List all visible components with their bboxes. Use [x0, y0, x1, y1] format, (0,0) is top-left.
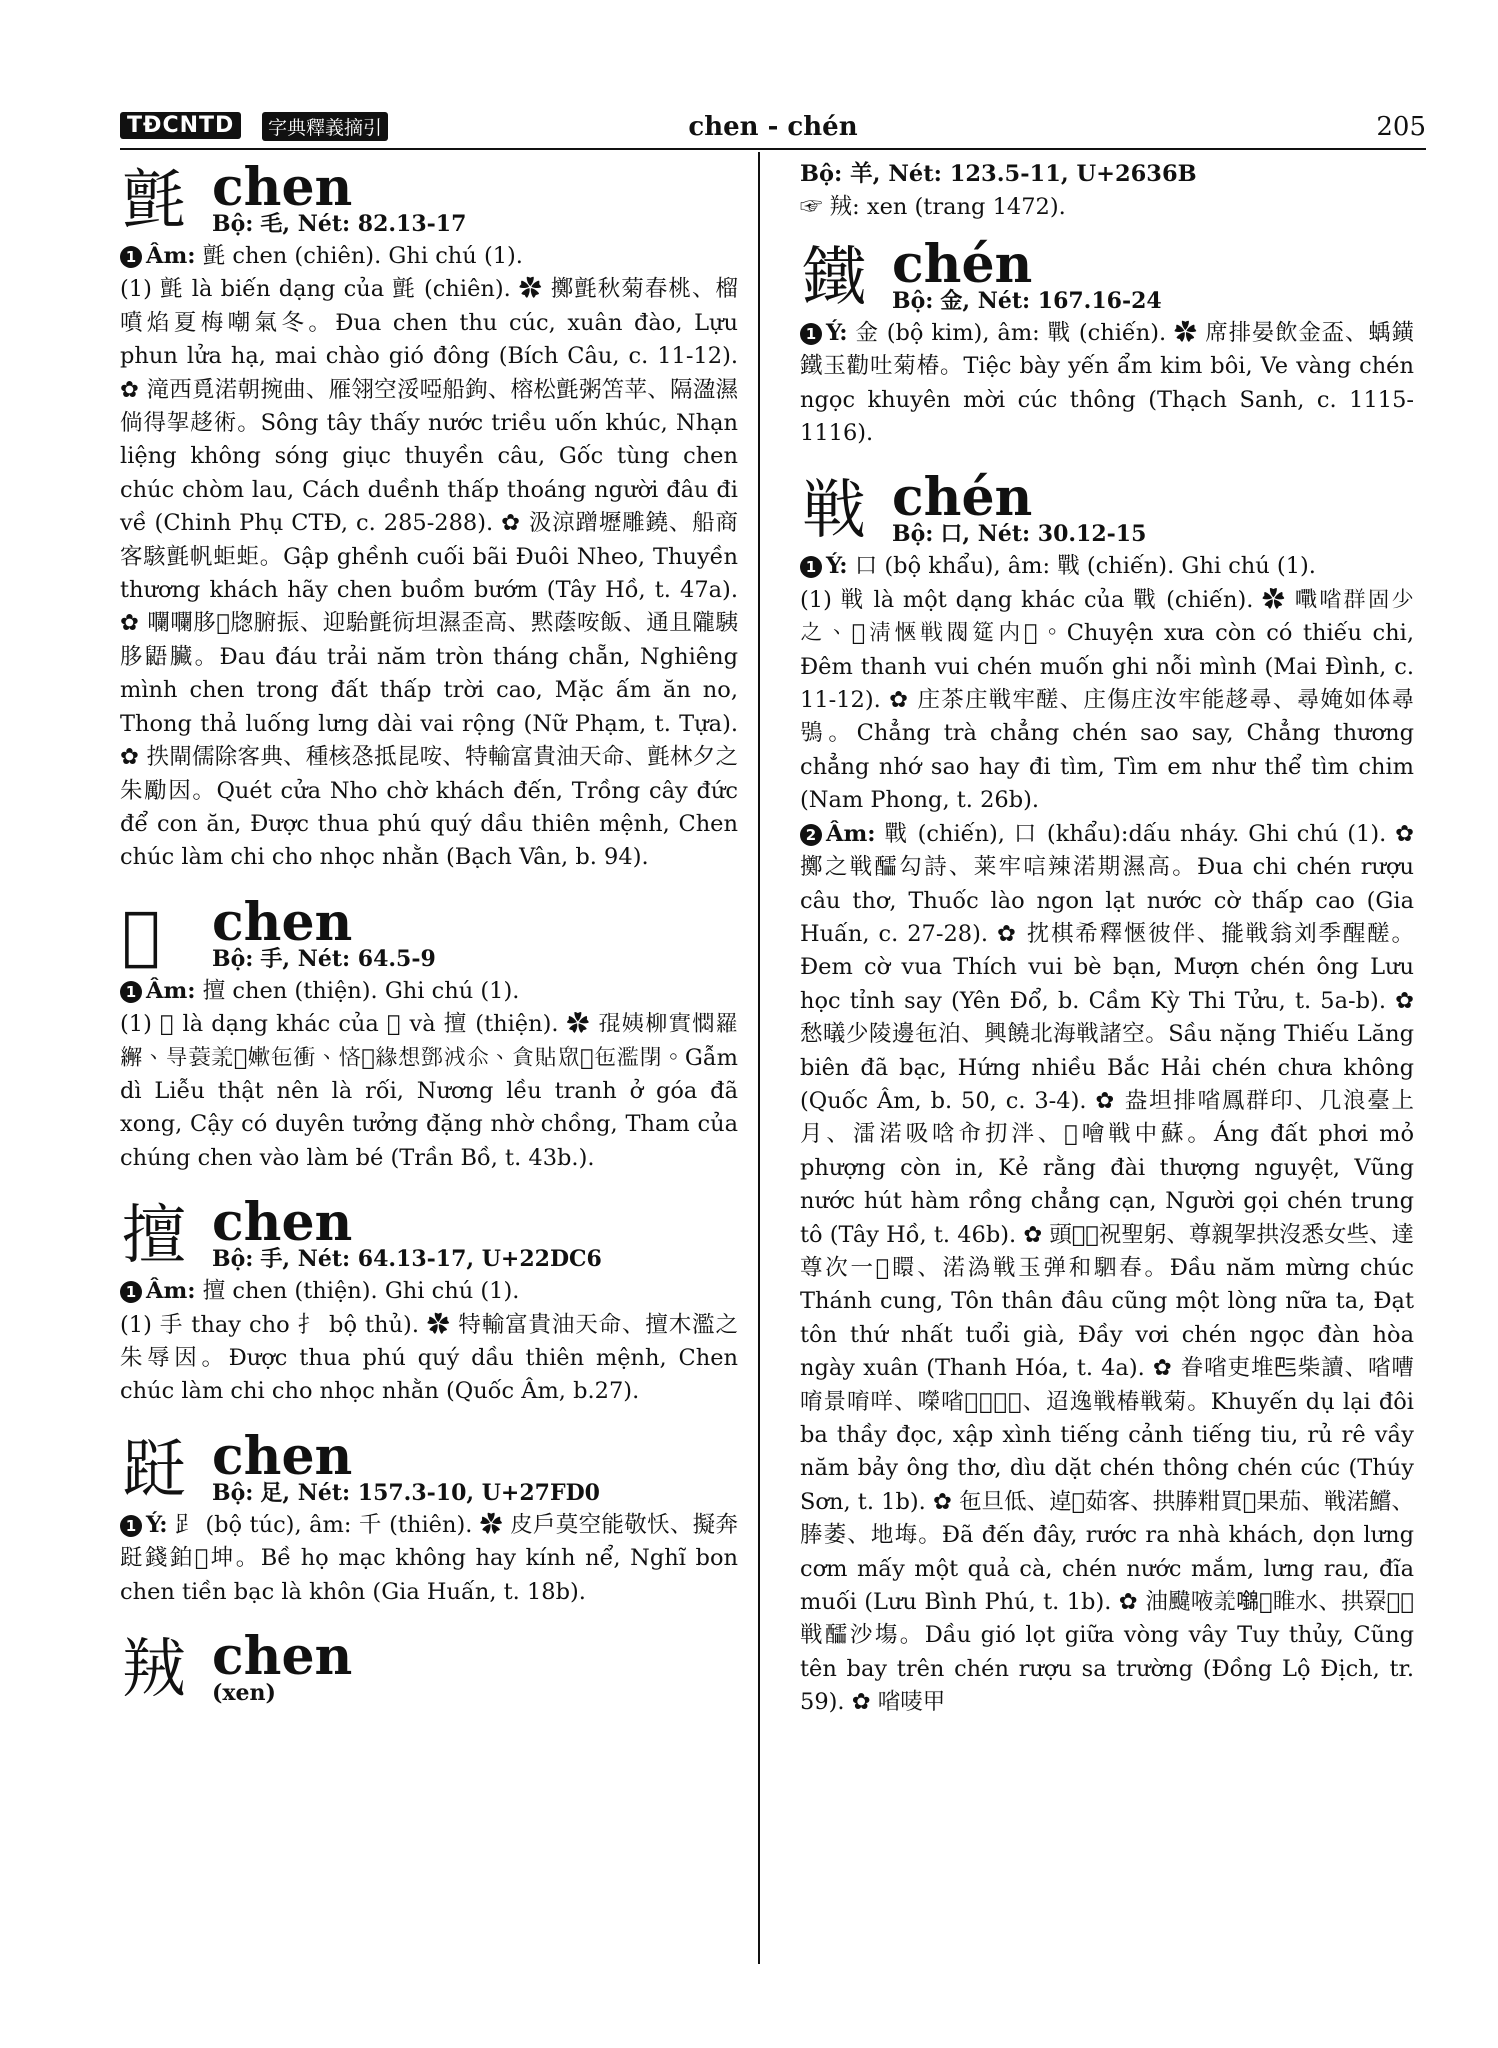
radical-strokes: Bộ: 金, Nét: 167.16-24	[892, 287, 1162, 314]
entry-chen-accent-2	[800, 468, 1414, 1719]
entry-chen-4	[120, 1427, 738, 1609]
radical-strokes: Bộ: 足, Nét: 157.3-10, U+27FD0	[212, 1479, 600, 1506]
headword-char: 擅	[122, 1199, 186, 1274]
sense-1: 1 Ý: 金 (bộ kim), âm: 戰 (chiến). ✿ 席排晏飲金盃、蝺鐄鐵玉勸吐菊椿。Tiệc bày yến ẩm kim bôi, Ve vàng chén ngọc khuyên mời cúc thông (Thạch Sanh, c. 1115-1116).	[800, 319, 1414, 447]
entry-chen-5	[120, 1627, 738, 1709]
radical-strokes: Bộ: 手, Nét: 64.5-9	[212, 945, 436, 972]
headword: chen	[212, 1626, 353, 1687]
headword: chén	[892, 233, 1033, 295]
cross-reference: ☞ 羢: xen (trang 1472).	[800, 194, 1066, 221]
radical-strokes: Bộ: 口, Nét: 30.12-15	[892, 521, 1147, 548]
sense-number-icon: 1	[120, 246, 142, 268]
note-1: (1) 手 thay cho 扌 bộ thủ). ✿ 特輸富貴油天命、擅木濫之朱辱因。Được thua phú quý dầu thiên mệnh, Chen chúc làm chi cho nhọc nhằn (Quốc Âm, b.27).	[120, 1311, 738, 1405]
sense-1: 1 Ý: 口 (bộ khẩu), âm: 戰 (chiến). Ghi chú (1).	[800, 550, 1414, 583]
headword-char: 鐵	[802, 240, 866, 315]
column-divider	[758, 152, 760, 1964]
entry-chen-3	[120, 1193, 738, 1409]
sense-number-icon: 1	[120, 1281, 142, 1303]
headword: chen	[212, 1192, 353, 1254]
note-1: (1) 氈 là biến dạng của 氈 (chiên). ✿ 擲氈秋菊春桃、榴噴焰夏梅嘲氣冬。Đua chen thu cúc, xuân đào, Lựu phun lửa hạ, mai chào gió đông (Bích Câu, c. 11-12). ✿ 滝西覓渃朝捥曲、雁翎空浽啞船鉤、榕松氈粥笘苹、隔溋濕倘得㧝趍術。Sông tây thấy nước triều uốn khúc, Nhạn liệng không sóng giục thuyền câu, Gốc tùng chen chúc chòm lau, Cách duềnh thấp thoáng người đâu đi về (Chinh Phụ CTĐ, c. 285-288). ✿ 汲涼蹭壢雕鐃、船商客駭氈帆蚷蚷。Gập ghềnh cuối bãi Đuôi Nheo, Thuyền thương khách hãy chen buồm bướm (Tây Hồ, t. 47a). ✿ 㘓㘓䏧𦝄牎腑振、迎駘氈䘕坦濕歪高、黙蔭咹飯、通且隴䮊䏧鼯臟。Đau đáu trải năm tròn tháng chẵn, Nghiêng mình chen trong đất thấp trời cao, Mặc ấm ăn no, Thong thả luống lưng dài vai rộng (Nữ Phạm, t. Tựa). ✿ 抶閘儒除客典、種核㤂抵昆咹、特輸富貴油天命、氈林夕之朱勵因。Quét cửa Nho chờ khách đến, Trồng cây đức để con ăn, Được thua phú quý dầu thiên mệnh, Chen chúc làm chi cho nhọc nhằn (Bạch Vân, b. 94).	[120, 276, 738, 871]
series-badge: TĐCNTD	[120, 112, 241, 139]
headword-char: 跹	[122, 1432, 186, 1507]
sense-number-icon: 1	[120, 981, 142, 1003]
sense-1: 1 Âm: 擅 chen (thiện). Ghi chú (1).	[120, 975, 738, 1008]
headword: chen	[212, 157, 353, 218]
page-header	[120, 108, 1426, 150]
sense-number-icon: 1	[800, 556, 822, 578]
sense-2: 2 Âm: 戰 (chiến), 口 (khẩu):dấu nháy. Ghi chú (1). ✿ 擲之戦醽勾詩、莱牢唁辣渃期濕高。Đua chi chén rượu câu thơ, Thuốc lào ngon lạt nước cờ thấp cao (Gia Huấn, c. 27-28). ✿ 抌棋希釋愜彼伴、㨢戦翁刘季醒醝。Đem cờ vua Thích vui bè bạn, Mượn chén ông Lưu học tỉnh say (Yên Đổ, b. Cầm Kỳ Thi Tửu, t. 5a-b). ✿ 愁㬢少陵邊㐌泊、興饒北海戦諸空。Sầu nặng Thiếu Lăng biên đã bạc, Hứng nhiều Bắc Hải chén chưa không (Quốc Âm, b. 50, c. 3-4). ✿ 盎坦排㗂鳳群印、几浪臺上月、㵢渃吸唅㠳㧅泮、𠊚噲戦中蘇。Áng đất phơi mỏ phượng còn in, Kẻ rằng đài thượng nguyệt, Vũng nước hút hàm rồng chẳng cạn, Người gọi chén trung tô (Tây Hồ, t. 46b). ✿ 頭𢆥𪀄祝聖躬、尊親㧝拱沒悉女些、達尊次一𪀄䁵、渃溈戦玉弹和駟春。Đầu năm mừng chúc Thánh cung, Tôn thân đâu cũng một lòng nữa ta, Đạt tôn thứ nhất tuổi già, Đầy vơi chén ngọc đàn hòa ngày xuân (Thanh Hóa, t. 4a). ✿ 眷㗂吏堆𠀧柴讀、㗂嘈唷景唷咩、㘇㗂𡀳𠳚𤇮𦋦、迢逸戦椿戦菊。Khuyến dụ lại đôi ba thầy đọc, xập xình tiếng cảnh tiếng tiu, rủ rê vầy năm bảy ông thơ, dìu dặt chén thông chén cúc (Thúy Sơn, t. 1b). ✿ 㐌旦低、逴𨷑茹客、拱䏾粓買𠬠果茄、戦渃鱨、䏾萎、地㙁。Đã đến đây, rước ra nhà khách, dọn lưng cơm mấy một quả cà, chén nước mắm, lưng rau, đĩa muối (Lưu Bình Phú, t. 1b). ✿ 油颹㖡𦍛𡄎𡉦睢水、拱𦌒𠋣𨕭戦醽沙塲。Dầu gió lọt giữa vòng vây Tuy thủy, Cũng tên bay trên chén rượu sa trường (Đồng Lộ Địch, tr. 59). ✿ 㗂唛甲	[800, 820, 1414, 1716]
sense-number-icon: 1	[120, 1515, 142, 1537]
cross-reference-note: (xen)	[212, 1680, 276, 1706]
note-1: (1) 戦 là một dạng khác của 戰 (chiến). ✿ 𡃹㗂群固少之、𣋚清愜戦閥筵内𦣰。Chuyện xưa còn có thiếu chi, Đêm thanh vui chén muốn ghi nỗi mình (Mai Đình, c. 11-12). ✿ 庄茶庄戦牢醝、庄傷庄汝牢能趍尋、尋㛪如体尋鴞。Chẳng trà chẳng chén sao say, Chẳng thương chẳng nhớ sao hay đi tìm, Tìm em như thể tìm chim (Nam Phong, t. 26b).	[800, 586, 1414, 814]
left-column	[120, 158, 738, 1727]
headword: chén	[892, 467, 1033, 529]
headword-char: 戦	[802, 474, 866, 549]
right-column	[800, 158, 1414, 1738]
radical-strokes: Bộ: 手, Nét: 64.13-17, U+22DC6	[212, 1246, 602, 1273]
entry-chen-accent-1	[800, 235, 1414, 451]
entry-chen-2	[120, 893, 738, 1175]
sense-number-icon: 1	[800, 323, 822, 345]
headword: chen	[212, 891, 353, 953]
note-1: (1) 𢩮 là dạng khác của 𢩮 và 擅 (thiện). ✿ 𡥵姨柳實㦖羅繲、㝵蓑𦍛𨁪㜛㐌衝、悋𢚸緣想鄧㳚𠇍、貪貼衆𢩮㐌濫閉。Gẫm dì Liễu thật nên là rối, Nương lều tranh ở góa đã xong, Cậy có duyên tưởng đặng nhờ chồng, Tham của chúng chen vào làm bé (Trần Bồ, t. 43b.).	[120, 1011, 738, 1171]
headword-char: 羢	[122, 1633, 186, 1707]
headword-char: 𢩮	[122, 898, 161, 973]
continued-radical-strokes: Bộ: 羊, Nét: 123.5-11, U+2636B	[800, 161, 1197, 187]
page-number: 205	[1376, 112, 1426, 142]
radical-strokes: Bộ: 毛, Nét: 82.13-17	[212, 211, 467, 237]
sense-1: 1 Ý: 𧾷 (bộ túc), âm: 千 (thiên). ✿ 皮戶莫空能敬㤇、擬奔跹錢鉑𥘀坤。Bề họ mạc không hay kính nể, Nghĩ bon chen tiền bạc là khôn (Gia Huấn, t. 18b).	[120, 1511, 738, 1605]
sense-1: 1 Âm: 擅 chen (thiện). Ghi chú (1).	[120, 1275, 738, 1308]
sense-1: 1 Âm: 氈 chen (chiên). Ghi chú (1).	[120, 240, 738, 273]
headword-char: 氈	[122, 164, 186, 238]
series-badge-han: 字典釋義摘引	[262, 112, 388, 141]
sense-number-icon: 2	[800, 824, 822, 846]
running-title: chen - chén	[688, 112, 858, 142]
entry-chen-1	[120, 158, 738, 875]
headword: chen	[212, 1425, 353, 1487]
